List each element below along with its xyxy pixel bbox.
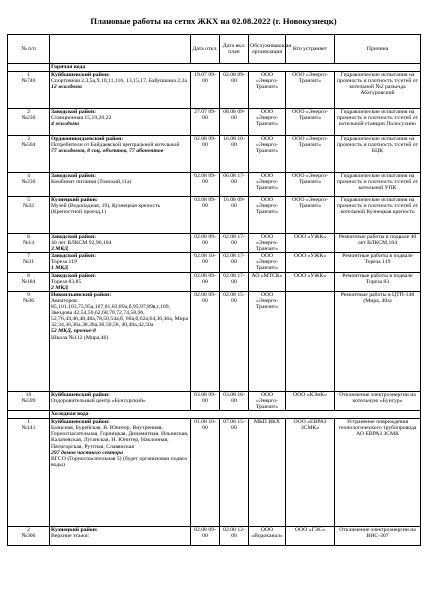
row-reason xyxy=(335,253,421,272)
row-date-on xyxy=(220,136,249,173)
row-org-org: ООО «Энерго-Транзит» xyxy=(255,72,279,91)
row-address-district: Кузнецкий район: xyxy=(51,197,98,203)
row-org xyxy=(249,72,286,109)
row-who xyxy=(286,527,335,546)
row-address-addr: Комбинат питания (Томский,11а) xyxy=(51,179,132,186)
row-number-n: 4 xyxy=(27,173,30,179)
table-row xyxy=(8,234,421,253)
row-who xyxy=(286,173,335,197)
row-date-off-off: 02.08 09-00 xyxy=(194,291,216,304)
row-reason xyxy=(335,391,421,410)
row-address-addr: 40 лет ВЛКСМ 92,96,104 xyxy=(51,240,112,247)
row-address-addr: Оздоровительный центр «Бунгурский» xyxy=(51,397,146,404)
row-org-org: ООО «Энерго-Транзит» xyxy=(255,291,279,311)
row-number-num: №32 xyxy=(22,203,35,210)
row-date-on-on: 02.08 12-00 xyxy=(223,527,245,540)
row-org xyxy=(249,197,286,234)
row-who-who: ООО «Энерго-Транзит» xyxy=(292,173,328,186)
row-address-district: Куйбышевский район: xyxy=(51,419,110,426)
row-address xyxy=(50,173,191,197)
row-org xyxy=(249,527,286,546)
row-number-num: №230 xyxy=(21,115,36,122)
row-address-district: Новоильинский район: xyxy=(51,291,112,298)
row-org xyxy=(249,291,286,391)
row-who-who: ООО «УЖК» xyxy=(293,234,327,240)
row-address xyxy=(50,109,191,136)
row-who xyxy=(286,136,335,173)
row-number xyxy=(8,234,50,253)
works-table xyxy=(7,34,421,546)
row-address-district: Заводской район: xyxy=(51,253,97,260)
row-org-org: МКП ВКХ xyxy=(253,419,281,426)
page-title: Плановые работы на сетях ЖКХ на 02.08.2022 (г. Новокузнецк) xyxy=(90,16,337,26)
row-org-org: ООО «Энерго-Транзит» xyxy=(255,109,279,128)
row-date-off-off: 19.07 09-00 xyxy=(194,72,216,85)
col-who: Кто устраняет xyxy=(286,35,335,64)
row-number-n: 6 xyxy=(27,234,30,240)
row-date-on xyxy=(220,291,249,391)
row-date-off-off: 02.08 09-00 xyxy=(194,136,216,149)
row-date-off xyxy=(191,272,220,291)
row-who-who: ООО «ГЭС» xyxy=(294,527,326,534)
row-date-on-on: 02.08 15-00 xyxy=(223,291,245,304)
row-who-who: ООО «КЭнК» xyxy=(293,391,327,398)
row-org-org: ООО «Энерго-Транзит» xyxy=(255,197,279,216)
row-date-on xyxy=(220,419,249,527)
row-reason xyxy=(335,136,421,173)
table-row xyxy=(8,391,421,410)
row-who xyxy=(286,253,335,272)
row-reason-reason: Гидравлические испытания на прочность и плотность т/сетей от котельной №2 разъезда Абагуровский xyxy=(336,72,419,97)
row-date-off-off: 02.08 09-00 xyxy=(194,173,216,186)
row-org-org: АО «МТСК» xyxy=(251,272,283,279)
section-cold-water: Холодная вода xyxy=(8,411,421,419)
row-number-num: №230 xyxy=(21,179,36,186)
row-who xyxy=(286,109,335,136)
table-row xyxy=(8,72,421,109)
row-date-off-off: 02.08 09-00 xyxy=(194,234,216,247)
row-number-n: 2 xyxy=(27,527,30,534)
row-address xyxy=(50,291,191,391)
table-row xyxy=(8,173,421,197)
row-address-addr: Тореза 119 xyxy=(51,259,77,266)
row-date-on xyxy=(220,391,249,410)
row-number xyxy=(8,197,50,234)
row-reason xyxy=(335,291,421,391)
row-address xyxy=(50,234,191,253)
col-reason: Причина xyxy=(335,35,421,64)
row-number-num: №36 xyxy=(22,297,35,304)
row-who-who: ООО «УЖК» xyxy=(293,253,327,260)
row-number-n: 5 xyxy=(27,197,30,203)
row-address-district: Заводской район: xyxy=(51,234,97,240)
col-num: № п/п xyxy=(8,35,50,64)
col-date-on: Дата вкл. план xyxy=(220,35,249,64)
row-reason-reason: Ремонтные работы в подвале Тореза 83 xyxy=(342,272,413,285)
row-date-off xyxy=(191,109,220,136)
row-reason-reason: Гидравлические испытания на прочность и плотность т/сетей от котельной УПК xyxy=(336,173,419,192)
row-date-off xyxy=(191,527,220,546)
row-date-on-on: 07.08 15-00 xyxy=(223,419,245,432)
row-number-n: 2 xyxy=(27,109,30,115)
row-reason-reason: Гидравлические испытания на прочность и плотность т/сетей от котельной станции Полосухино xyxy=(336,109,419,128)
row-reason xyxy=(335,272,421,291)
row-address xyxy=(50,72,191,109)
table-row xyxy=(8,291,421,391)
row-reason xyxy=(335,527,421,546)
row-date-on-on: 06.08 17-00 xyxy=(223,173,245,186)
row-date-on-on: 02.08 09-00 xyxy=(223,72,245,85)
row-date-off-off: 02.08 09-00 xyxy=(194,272,216,285)
row-date-off xyxy=(191,136,220,173)
row-org xyxy=(249,234,286,253)
row-reason-reason: Гидравлические испытания на прочность и плотность т/сетей от котельной Кузнецкая крепость xyxy=(336,197,419,216)
table-row xyxy=(8,136,421,173)
row-address-district: Кузнецкий район: xyxy=(51,527,98,534)
col-org: Обслуживающая организация xyxy=(249,35,286,64)
row-org xyxy=(249,109,286,136)
row-who-who: ООО «Энерго-Транзит» xyxy=(292,72,328,85)
row-address xyxy=(50,272,191,291)
row-org-org: ООО «Энерго-Транзит» xyxy=(255,391,279,411)
row-date-off xyxy=(191,72,220,109)
row-address-count: 52 МКД, прочие-8 xyxy=(51,328,96,335)
row-number xyxy=(8,272,50,291)
row-number xyxy=(8,391,50,410)
row-address-count: 4 жилдома xyxy=(51,121,79,128)
row-date-off-off: 02.08 10-00 xyxy=(194,253,216,266)
row-number-num: №504 xyxy=(21,142,36,149)
row-date-off xyxy=(191,253,220,272)
row-address-addr: Музей (Водопадная, 19), Кузнецкая крепость (Крепостной проезд,1) xyxy=(51,203,161,216)
row-number xyxy=(8,527,50,546)
row-org-org: ООО «Водоканал» xyxy=(251,527,283,540)
row-org xyxy=(249,136,286,173)
table-row xyxy=(8,197,421,234)
row-address xyxy=(50,253,191,272)
row-date-off-off: 02.08 09-00 xyxy=(194,527,216,540)
row-reason xyxy=(335,173,421,197)
row-number xyxy=(8,419,50,527)
row-address-addr: Верхние этажи: xyxy=(51,533,90,540)
row-number-num: №141 xyxy=(21,425,36,432)
row-address xyxy=(50,419,191,527)
row-number-n: 9 xyxy=(27,291,30,298)
row-date-on xyxy=(220,72,249,109)
row-who-who: ООО «Энерго-Транзит» xyxy=(292,109,328,122)
row-reason xyxy=(335,72,421,109)
row-date-on xyxy=(220,234,249,253)
row-date-on-on: 03.08 16-00 xyxy=(223,391,245,404)
row-reason-reason: Ремонтные работы в ЦТП-148 (Мира, 40а) xyxy=(340,291,415,304)
row-who-who: ООО «Энерго-Транзит» xyxy=(292,136,328,149)
row-date-off xyxy=(191,391,220,410)
row-address-addr: Спортивная 2,3,5а,9,10,11,116, 13,15,17, Бабушкина 2,2а xyxy=(51,78,187,85)
row-reason xyxy=(335,109,421,136)
table-row xyxy=(8,109,421,136)
row-reason-reason: Отключение электроэнергии на ВНС-307 xyxy=(339,527,416,540)
row-address-addr: Тореза 83,85 xyxy=(51,278,82,285)
row-address-count: 2 МКД xyxy=(51,284,69,291)
row-address-extra: Школа №112 (Мира,46) xyxy=(51,334,109,341)
row-address-count: 12 жилдома xyxy=(51,84,82,91)
row-address-count: 297 домов частного сектора xyxy=(51,449,123,456)
table-row xyxy=(8,253,421,272)
row-org xyxy=(249,391,286,410)
row-date-off-off: 03.08 09-00 xyxy=(194,391,216,404)
row-date-on xyxy=(220,272,249,291)
row-address-count: 77 жилдомов, 8 соц. объектов, 77 абонентов xyxy=(51,148,164,155)
row-number xyxy=(8,173,50,197)
row-address-count: 3 МКД xyxy=(51,246,69,253)
row-number-n: 7 xyxy=(27,253,30,260)
row-org-org: ООО «Энерго-Транзит» xyxy=(255,136,279,155)
row-date-on-on: 02.08 17-00 xyxy=(223,272,245,285)
row-address-district: Куйбышевский район: xyxy=(51,391,110,398)
row-reason-reason: Ремонтные работы в подвале 40 лет ВЛКСМ,104 xyxy=(338,234,417,247)
row-org-org: ООО «Энерго-Транзит» xyxy=(255,173,279,192)
row-number xyxy=(8,291,50,391)
row-address-addr: Станционная 15,19,20,22 xyxy=(51,115,112,122)
row-number-num: №14 xyxy=(22,240,35,247)
row-number-num: №746 xyxy=(21,78,36,85)
row-org-org: ООО «Энерго-Транзит» xyxy=(255,253,279,272)
row-date-off xyxy=(191,173,220,197)
row-number-num: №184 xyxy=(21,278,36,285)
row-number-num: №31 xyxy=(22,259,35,266)
row-date-off xyxy=(191,419,220,527)
row-reason-reason: Отключение электроэнергии на котельную «Бунгур» xyxy=(339,391,416,404)
col-date-off: Дата откл. xyxy=(191,35,220,64)
row-number-num: №306 xyxy=(21,533,36,540)
row-reason-reason: Ремонтные работы в подвале Тореза 119 xyxy=(342,253,413,266)
row-address-addr: Потребители от Байдаевской центральной котельной xyxy=(51,142,180,149)
table-row xyxy=(8,272,421,291)
row-address xyxy=(50,391,191,410)
row-who-who: ООО «Энерго-Транзит» xyxy=(292,197,328,210)
row-address-district: Заводской район: xyxy=(51,173,97,179)
section-hot-water: Горячая вода xyxy=(8,64,421,72)
row-number xyxy=(8,253,50,272)
row-date-on-on: 08.08 09-00 xyxy=(223,109,245,122)
row-date-on-on: 02.08 17-00 xyxy=(223,234,245,247)
row-address-addr: Базисная, Бурейская, В. Юнитер, Внутренняя, Горноспасательная, Горницкая, Динамитная, Ильинская, Калачевская, Луганская, Н. Юнитер, Наклонная, Пятигорская, Рутгная, Славянская xyxy=(51,425,189,450)
row-reason xyxy=(335,197,421,234)
row-address-extra: ВГСО (Горноспасательная 5) (будет организован подвоз воды) xyxy=(51,455,188,468)
row-number xyxy=(8,109,50,136)
row-date-off-off: 27.07 09-00 xyxy=(194,109,216,122)
row-reason-reason: Гидравлические испытания на прочность и плотность т/сетей от БЦК xyxy=(336,136,419,155)
row-number xyxy=(8,72,50,109)
table-row xyxy=(8,419,421,527)
row-reason xyxy=(335,234,421,253)
row-who xyxy=(286,272,335,291)
row-date-on xyxy=(220,197,249,234)
row-reason-reason: Устранение повреждения технологического трубопровода АО ЕВРАЗ ЗСМК xyxy=(338,419,417,438)
row-org xyxy=(249,173,286,197)
row-address xyxy=(50,136,191,173)
row-date-off-off: 03.08 09-00 xyxy=(194,197,216,210)
row-number-n: 3 xyxy=(27,136,30,142)
row-date-on xyxy=(220,253,249,272)
row-date-on-on: 16.08 09-00 xyxy=(223,197,245,210)
row-number-n: 10 xyxy=(25,391,32,398)
row-who xyxy=(286,419,335,527)
row-number xyxy=(8,136,50,173)
row-org xyxy=(249,272,286,291)
row-org-org: ООО «Энерго-Транзит» xyxy=(255,234,279,253)
row-who xyxy=(286,291,335,391)
row-who xyxy=(286,391,335,410)
row-date-off-off: 01.08 10-00 xyxy=(194,419,216,432)
row-reason xyxy=(335,419,421,527)
row-org xyxy=(249,419,286,527)
row-who-who: ООО «УЖК» xyxy=(293,272,327,279)
row-date-on xyxy=(220,173,249,197)
row-org xyxy=(249,253,286,272)
row-address-district: Заводской район: xyxy=(51,109,97,115)
row-number-n: 8 xyxy=(27,272,30,279)
row-number-n: 1 xyxy=(27,419,30,426)
row-date-on-on: 16.08 10-00 xyxy=(223,136,245,149)
row-address-district: Орджоникидзевский район: xyxy=(51,136,124,142)
row-who xyxy=(286,197,335,234)
row-number-n: 1 xyxy=(27,72,30,78)
row-address-district: Заводской район: xyxy=(51,272,97,279)
row-date-off xyxy=(191,197,220,234)
table-row xyxy=(8,527,421,546)
row-who xyxy=(286,72,335,109)
row-who-who: ООО «ЕВРАЗ ЗСМК» xyxy=(293,419,327,432)
row-date-on xyxy=(220,527,249,546)
row-address xyxy=(50,197,191,234)
row-date-on-on: 02.08 17-00 xyxy=(223,253,245,266)
row-date-off xyxy=(191,291,220,391)
row-address-addr: Авиаторов 85,101,103,75,95а,107,81,83,89а,б,95,97,89в,г,109, Звездова 42,54,56,62,68,70,72,74,58,66, 52,76,44,46,48,48а,78,50,54а,б, 60а,б,62а,64,36,46а, Мира 32,34,36,36а,38,38а,30,50,58, 40,40а,42,50а xyxy=(51,297,189,329)
row-address-count: 1 МКД xyxy=(51,265,69,272)
row-address-district: Куйбышевский район: xyxy=(51,72,110,78)
row-number-num: №599 xyxy=(21,397,36,404)
header-row xyxy=(8,35,421,64)
row-address xyxy=(50,527,191,546)
col-address xyxy=(50,35,191,64)
row-who xyxy=(286,234,335,253)
row-date-on xyxy=(220,109,249,136)
row-date-off xyxy=(191,234,220,253)
